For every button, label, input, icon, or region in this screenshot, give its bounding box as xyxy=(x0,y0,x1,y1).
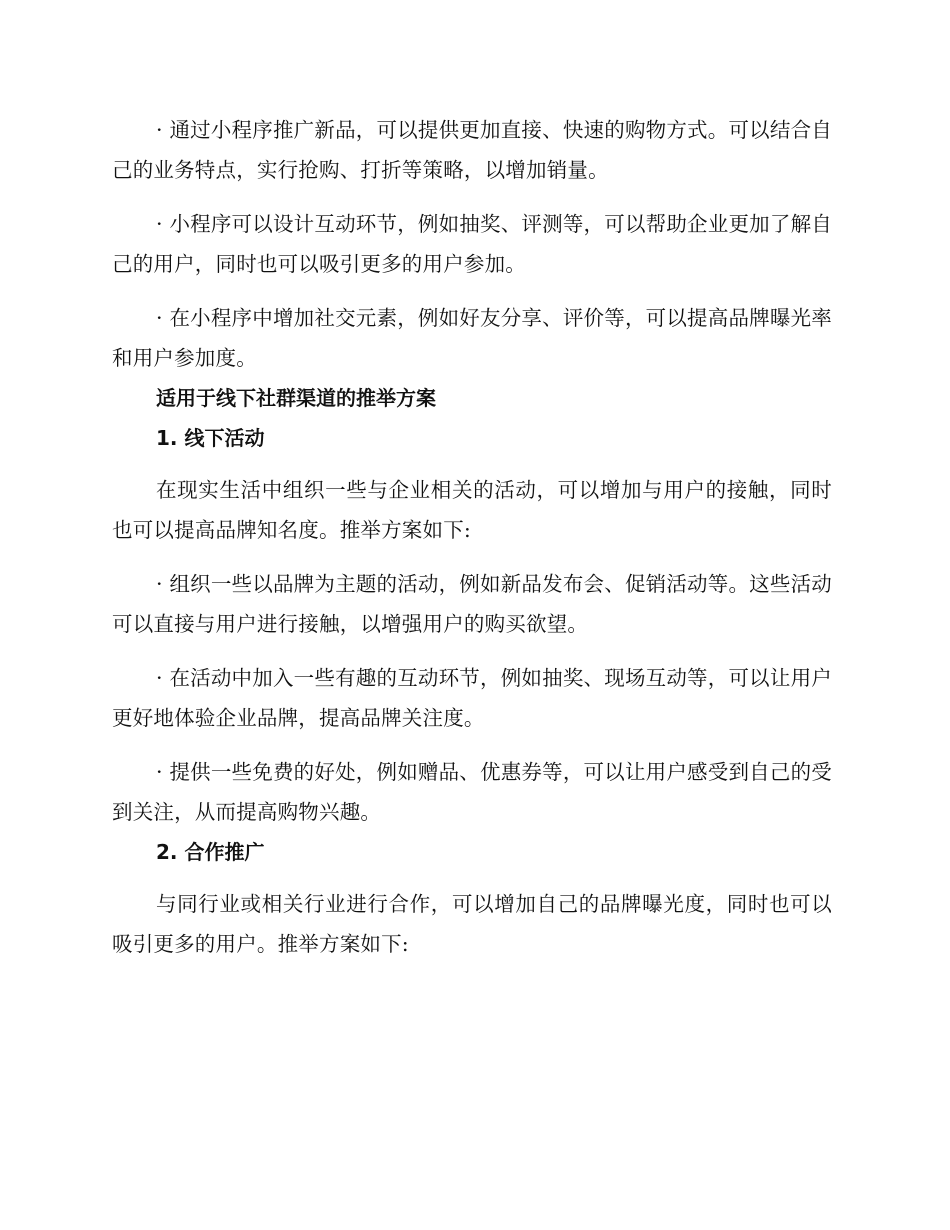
bullet-paragraph-brand-events: · 组织一些以品牌为主题的活动，例如新品发布会、促销活动等。这些活动可以直接与用户进行接触，以增强用户的购买欲望。 xyxy=(112,572,832,636)
bullet-paragraph-social: · 在小程序中增加社交元素，例如好友分享、评价等，可以提高品牌曝光率和用户参加度。 xyxy=(112,306,832,370)
bullet-paragraph-fun-interaction: · 在活动中加入一些有趣的互动环节，例如抽奖、现场互动等，可以让用户更好地体验企业品牌，提高品牌关注度。 xyxy=(112,666,832,730)
subheading-cooperation: 2. 合作推广 xyxy=(156,840,265,864)
bullet-paragraph-interaction: · 小程序可以设计互动环节，例如抽奖、评测等，可以帮助企业更加了解自己的用户，同时也可以吸引更多的用户参加。 xyxy=(112,212,832,276)
bullet-paragraph-new-products: · 通过小程序推广新品，可以提供更加直接、快速的购物方式。可以结合自己的业务特点，实行抢购、打折等策略，以增加销量。 xyxy=(112,118,832,182)
paragraph-cooperation-intro: 与同行业或相关行业进行合作，可以增加自己的品牌曝光度，同时也可以吸引更多的用户。推举方案如下: xyxy=(112,892,832,956)
bullet-paragraph-free-benefits: · 提供一些免费的好处，例如赠品、优惠券等，可以让用户感受到自己的受到关注，从而提高购物兴趣。 xyxy=(112,760,832,824)
paragraph-offline-intro: 在现实生活中组织一些与企业相关的活动，可以增加与用户的接触，同时也可以提高品牌知名度。推举方案如下: xyxy=(112,478,832,542)
section-heading: 适用于线下社群渠道的推举方案 xyxy=(156,386,436,410)
subheading-offline-events: 1. 线下活动 xyxy=(156,426,265,450)
